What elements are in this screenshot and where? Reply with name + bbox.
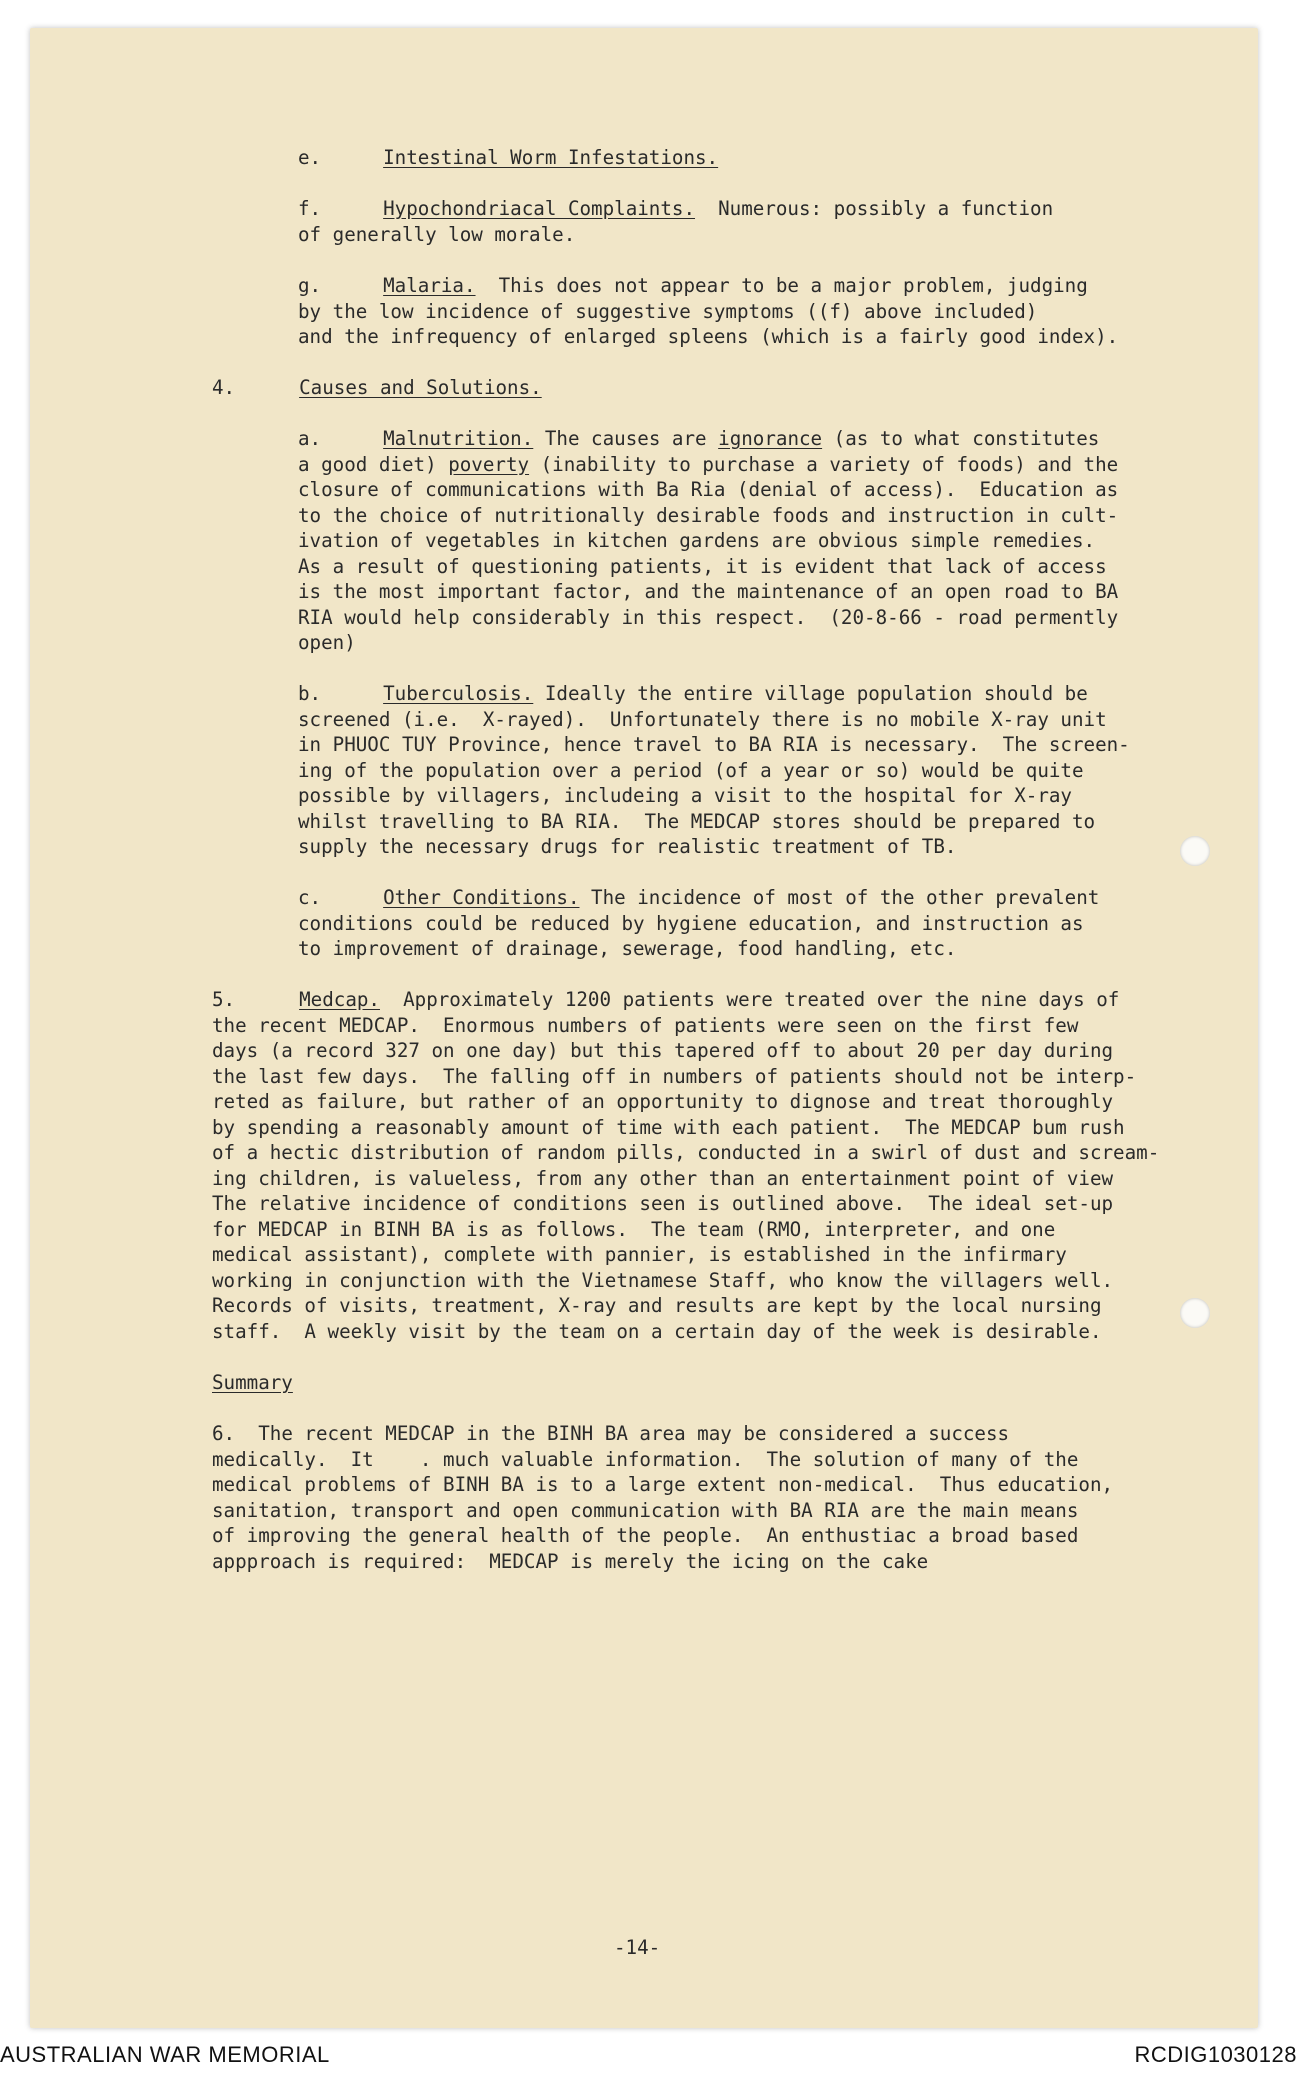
page-content <box>30 28 1258 2028</box>
section-g-text1: This does not appear to be a major problem, judging <box>475 274 1088 297</box>
section-f-text2: of generally low morale. <box>298 222 576 246</box>
section-a-line: closure of communications with Ba Ria (denial of access). Education as <box>298 478 1119 501</box>
section-5-line: the recent MEDCAP. Enormous numbers of patients were seen on the first few <box>212 1013 1079 1037</box>
section-f-heading: Hypochondriacal Complaints. <box>383 197 696 220</box>
section-e-heading: Intestinal Worm Infestations. <box>383 146 719 169</box>
section-f-label: f. <box>298 197 322 220</box>
section-g-label: g. <box>298 274 322 297</box>
section-b-heading: Tuberculosis. <box>383 682 534 705</box>
section-5-t1: Approximately 1200 patients were treated over the nine days of <box>379 988 1120 1011</box>
footer-left: AUSTRALIAN WAR MEMORIAL <box>0 2042 330 2067</box>
section-5-line: ing children, is valueless, from any other than an entertainment point of view <box>212 1166 1114 1190</box>
section-a-t3: a good diet) <box>298 452 449 476</box>
section-a <box>298 426 1118 656</box>
section-b-label: b. <box>298 682 322 705</box>
section-6-line: appproach is required: MEDCAP is merely the icing on the cake <box>212 1549 929 1573</box>
section-5-line: reted as failure, but rather of an opportunity to dignose and treat thoroughly <box>212 1090 1114 1113</box>
section-g-heading: Malaria. <box>383 274 476 297</box>
section-5-line: The relative incidence of conditions seen is outlined above. The ideal set-up <box>212 1192 1114 1215</box>
section-6-line: medical problems of BINH BA is to a large extent non-medical. Thus education, <box>212 1473 1114 1496</box>
summary-heading: Summary <box>212 1371 293 1394</box>
section-b-line: screened (i.e. X-rayed). Unfortunately there is no mobile X-ray unit <box>298 707 1107 731</box>
section-c <box>298 885 1099 962</box>
section-a-t4: (inability to purchase a variety of foods) and the <box>529 452 1119 476</box>
section-5-line: staff. A weekly visit by the team on a certain day of the week is desirable. <box>212 1319 1102 1343</box>
section-6 <box>212 1421 1113 1574</box>
section-5-line: medical assistant), complete with pannier, is established in the infirmary <box>212 1243 1067 1266</box>
section-b-line: in PHUOC TUY Province, hence travel to BA RIA is necessary. The screen- <box>298 733 1130 756</box>
section-b-line: possible by villagers, includeing a visit to the hospital for X-ray <box>298 784 1072 807</box>
section-e-label: e. <box>298 146 322 169</box>
punch-hole <box>1180 1298 1210 1328</box>
section-4-label: 4. <box>212 376 236 399</box>
section-a-line: open) <box>298 631 356 654</box>
section-b-t1: Ideally the entire village population should be <box>533 682 1088 705</box>
section-5-line: working in conjunction with the Vietnamese Staff, who know the villagers well. <box>212 1268 1114 1292</box>
section-a-line: RIA would help considerably in this respect. (20-8-66 - road permently <box>298 605 1119 629</box>
section-b-line: supply the necessary drugs for realistic treatment of TB. <box>298 835 957 858</box>
section-a-t2: (as to what constitutes <box>822 427 1100 450</box>
section-5-line: by spending a reasonably amount of time with each patient. The MEDCAP bum rush <box>212 1115 1125 1139</box>
section-f-text1: Numerous: possibly a function <box>695 197 1054 220</box>
section-b-line: whilst travelling to BA RIA. The MEDCAP stores should be prepared to <box>298 809 1096 833</box>
section-a-label: a. <box>298 427 322 450</box>
document-page <box>30 28 1258 2028</box>
punch-hole <box>1180 836 1210 866</box>
section-6-line: of improving the general health of the people. An enthustiac a broad based <box>212 1524 1079 1547</box>
section-g-text3: and the infrequency of enlarged spleens (which is a fairly good index). <box>298 325 1119 348</box>
section-b-line: ing of the population over a period (of a year or so) would be quite <box>298 758 1084 782</box>
section-a-line: ivation of vegetables in kitchen gardens are obvious simple remedies. <box>298 529 1096 552</box>
section-c-label: c. <box>298 886 322 909</box>
section-g <box>298 273 1118 350</box>
section-f <box>298 196 1053 247</box>
section-6-t1: The recent MEDCAP in the BINH BA area may be considered a success <box>235 1422 1010 1445</box>
section-a-line: As a result of questioning patients, it is evident that lack of access <box>298 554 1107 578</box>
section-4-heading: Causes and Solutions. <box>299 376 542 399</box>
section-c-line: to improvement of drainage, sewerage, food handling, etc. <box>298 937 957 960</box>
section-6-label: 6. <box>212 1422 236 1445</box>
section-5-line: days (a record 327 on one day) but this tapered off to about 20 per day during <box>212 1039 1114 1062</box>
section-a-t1: The causes are <box>533 427 719 450</box>
section-a-ignorance: ignorance <box>718 427 823 450</box>
section-a-heading: Malnutrition. <box>383 427 534 450</box>
section-c-t1: The incidence of most of the other prevalent <box>579 886 1100 909</box>
section-5-line: for MEDCAP in BINH BA is as follows. The team (RMO, interpreter, and one <box>212 1217 1056 1241</box>
section-c-heading: Other Conditions. <box>383 886 580 909</box>
section-6-line: sanitation, transport and open communication with BA RIA are the main means <box>212 1498 1079 1522</box>
section-4 <box>212 375 542 401</box>
section-e <box>298 145 718 171</box>
page-number: -14- <box>614 1936 661 1959</box>
footer-right: RCDIG1030128 <box>1134 2042 1297 2067</box>
section-g-text2: by the low incidence of suggestive symptoms ((f) above included) <box>298 299 1038 323</box>
section-a-line: to the choice of nutritionally desirable foods and instruction in cult- <box>298 503 1119 527</box>
section-6-line: medically. It . much valuable information. The solution of many of the <box>212 1447 1079 1471</box>
section-5-line: Records of visits, treatment, X-ray and results are kept by the local nursing <box>212 1294 1102 1317</box>
section-a-poverty: poverty <box>448 452 530 476</box>
section-a-line: is the most important factor, and the maintenance of an open road to BA <box>298 580 1119 603</box>
section-5-label: 5. <box>212 988 236 1011</box>
section-5-line: the last few days. The falling off in numbers of patients should not be interp- <box>212 1064 1137 1088</box>
section-5-heading: Medcap. <box>299 988 380 1011</box>
section-b <box>298 681 1130 860</box>
section-5-line: of a hectic distribution of random pills, conducted in a swirl of dust and scream- <box>212 1141 1160 1164</box>
section-c-line: conditions could be reduced by hygiene education, and instruction as <box>298 911 1084 935</box>
section-5 <box>212 987 1159 1344</box>
